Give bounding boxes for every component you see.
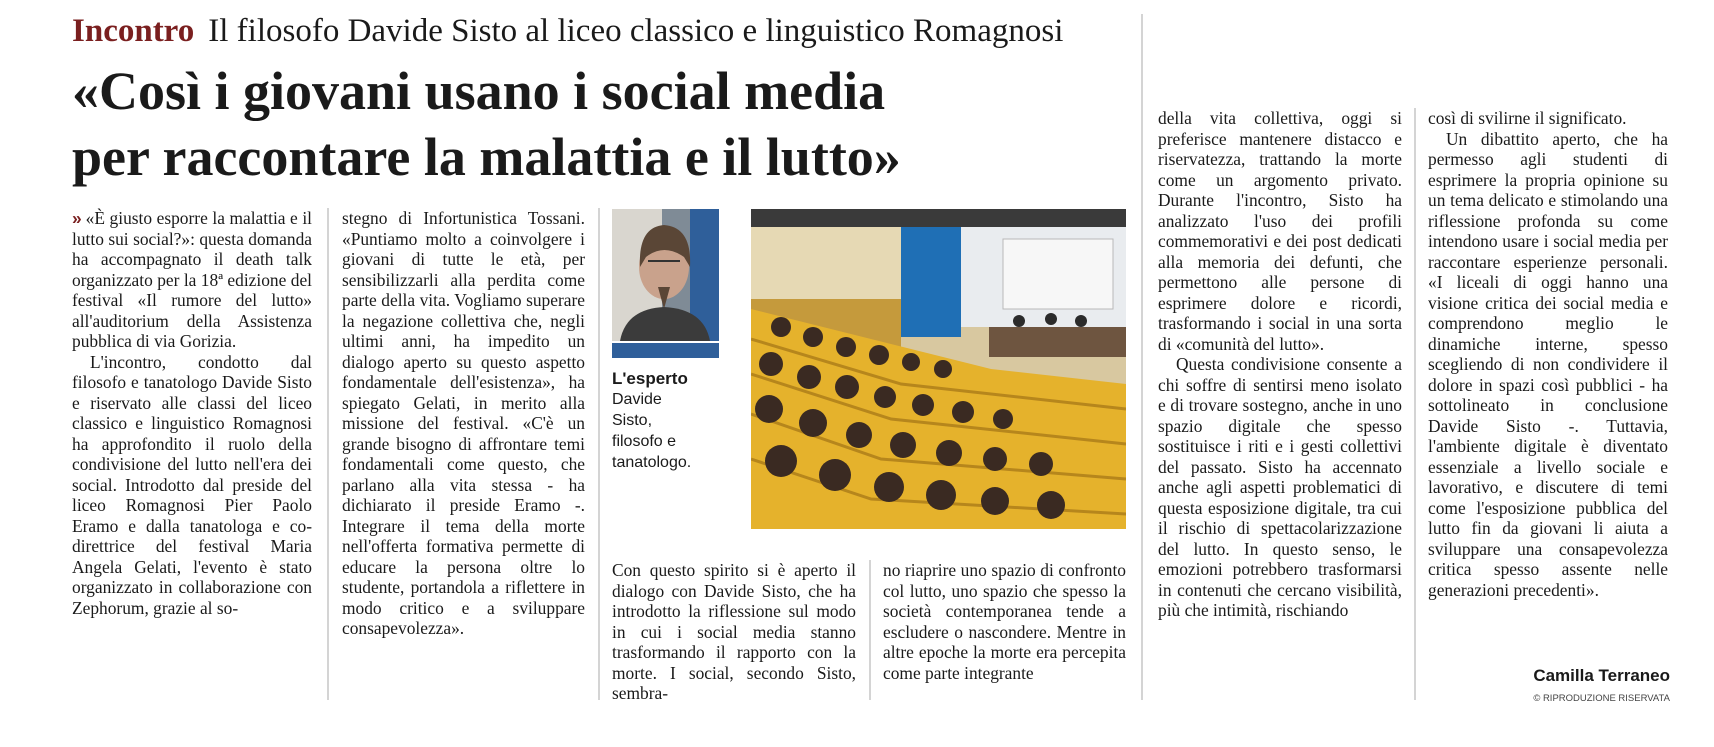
author-signature: Camilla Terraneo xyxy=(1533,666,1670,685)
column-5 xyxy=(1158,108,1402,621)
column-divider xyxy=(869,560,871,700)
col2-paragraph-1: stegno di Infortunistica Tossani. «Puntiamo molto a coinvolgere i giovani di tutte le età, per sensibilizzarli alla perdita come parte della vita. Vogliamo superare la negazione collettiva che, negli ultimi anni, ha impedito un dialogo aperto su questo aspetto fondamentale dell'esistenza», ha spiegato Gelati, in merito alla missione del festival. «C'è un grande bisogno di affrontare temi fondamentali come questo, che parlano alla vita stessa - ha dichiarato il preside Eramo -. Integrare il tema della morte nell'offerta formativa permette di educare la persona oltre lo studente, portandola a riflettere in modo critico e a sviluppare consapevolezza». xyxy=(342,208,585,638)
auditorium-illustration xyxy=(751,209,1126,529)
headline-line-2: per raccontare la malattia e il lutto» xyxy=(72,127,901,187)
column-divider xyxy=(1141,14,1143,700)
lead-paragraph xyxy=(72,208,312,352)
col3-paragraph-1: Con questo spirito si è aperto il dialogo con Davide Sisto, che ha introdotto la riflessione sul modo in cui i social media stanno trasformando il rapporto con la morte. I social, secondo Sisto, sembra- xyxy=(612,560,856,703)
col1-paragraph-1: «È giusto esporre la malattia e il lutto sui social?»: questa domanda ha accompagnato il death talk organizzato per la 18ª edizione del festival «Il rumore del lutto» all'auditorium della Assistenza pubblica di via Gorizia. xyxy=(72,208,312,351)
kicker-tag: Incontro xyxy=(72,13,195,49)
col5-paragraph-2: Questa condivisione consente a chi soffre di sentirsi meno isolato e di trovare sostegno, anche in uno spazio digitale che spesso sostituisce i riti e i gesti collettivi del passato. Sisto ha accennato anche agli aspetti problematici di questa esposizione digitale, tra cui il rischio di spettacolarizzazione del lutto. In questo senso, le emozioni potrebbero trasformarsi in contenuti che cercano visibilità, più che intimità, rischiando xyxy=(1158,354,1402,620)
column-divider xyxy=(327,208,329,700)
column-6 xyxy=(1428,108,1668,600)
caption-line: tanatologo. xyxy=(612,454,692,471)
col5-paragraph-1: della vita collettiva, oggi si preferisce mantenere distacco e riservatezza, trattando la morte come un argomento privato. Durante l'incontro, Sisto ha analizzato l'uso dei profili commemorativi e dei post dedicati alla memoria dei defunti, che permettono alle persone di esprimere dolore e ricordi, trasformando i social in una sorta di «comunità del lutto». xyxy=(1158,108,1402,354)
column-2 xyxy=(342,208,585,639)
column-3 xyxy=(612,560,856,704)
headline-line-1: «Così i giovani usano i social media xyxy=(72,61,886,121)
headline xyxy=(72,58,901,190)
photo-caption xyxy=(612,368,722,473)
col6-paragraph-1: così di svilirne il significato. xyxy=(1428,108,1627,128)
caption-line: Davide xyxy=(612,391,662,408)
kicker xyxy=(72,10,1063,52)
caption-line: filosofo e xyxy=(612,433,677,450)
col6-paragraph-2: Un dibattito aperto, che ha permesso agli studenti di esprimere la propria opinione su un tema delicato e stimolando una riflessione profonda su come intendono usare i social media per raccontare esperienze personali. «I liceali di oggi hanno una visione critica dei social media e comprendono meglio le dinamiche interne, spesso scegliendo di non condividere il dolore in spazi così pubblici - ha sottolineato in conclusione Davide Sisto -. Tuttavia, l'ambiente digitale è diventato essenziale a livello sociale e lavorativo, e discutere di temi come l'esposizione pubblica del lutto fin da giovani li aiuta a sviluppare una consapevolezza critica spesso assente nelle generazioni precedenti». xyxy=(1428,128,1668,600)
auditorium-photo xyxy=(751,209,1126,529)
copyright-notice: © RIPRODUZIONE RISERVATA xyxy=(1533,693,1670,704)
caption-line: Sisto, xyxy=(612,412,653,429)
kicker-text: Il filosofo Davide Sisto al liceo classico e linguistico Romagnosi xyxy=(208,13,1064,49)
lead-mark: » xyxy=(72,208,82,228)
col4-paragraph-1: no riaprire uno spazio di confronto col lutto, uno spazio che spesso la società contemporanea tende a escludere o nascondere. Mentre in altre epoche la morte era percepita come parte integrante xyxy=(883,560,1126,683)
portrait-photo xyxy=(612,209,719,358)
column-divider xyxy=(598,208,600,700)
portrait-illustration xyxy=(612,209,719,358)
col1-paragraph-2: L'incontro, condotto dal filosofo e tanatologo Davide Sisto e riservato alle classi del liceo classico e linguistico Romagnosi ha approfondito il ruolo della condivisione del lutto nell'era dei social. Introdotto dal preside del liceo Romagnosi Pier Paolo Eramo e dalla tanatologa e co-direttrice del festival Maria Angela Gelati, l'evento è stato organizzato in collaborazione con Zephorum, grazie al so- xyxy=(72,351,312,618)
caption-title: L'esperto xyxy=(612,369,688,388)
column-divider xyxy=(1414,108,1416,700)
column-1 xyxy=(72,208,312,618)
column-4 xyxy=(883,560,1126,683)
